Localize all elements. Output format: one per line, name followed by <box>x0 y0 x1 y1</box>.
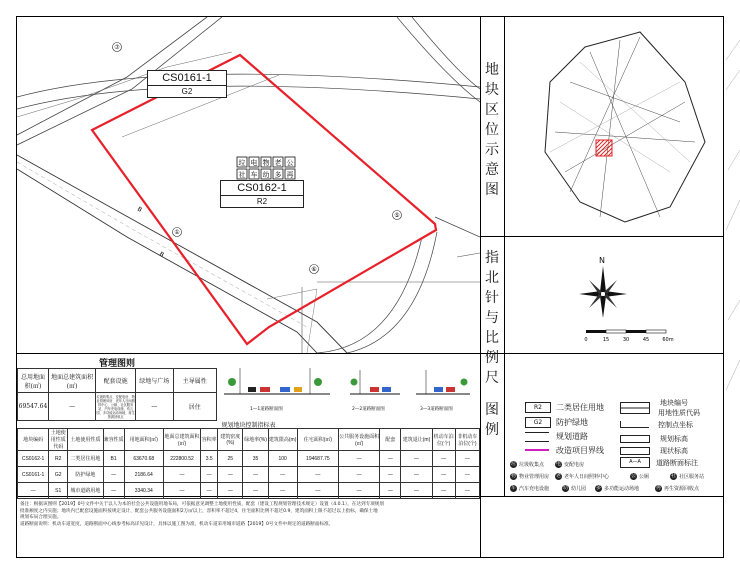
legend-swatch-control-point <box>620 421 649 428</box>
section-caption: 3—3道路断面图 <box>420 407 453 412</box>
road-marker-label: ① <box>174 229 180 236</box>
charging-icon: 车 <box>510 485 516 491</box>
north-arrow-icon <box>575 266 635 328</box>
ctl-header: 土地使用性质 <box>68 429 103 451</box>
ctl-header: 建筑限高(m) <box>268 429 297 451</box>
mgmt-value: 69547.64 <box>18 393 49 421</box>
scale-bar <box>580 328 720 346</box>
ctl-cell: — <box>380 483 401 499</box>
ctl-cell: — <box>455 483 479 499</box>
panel-divider <box>481 236 724 237</box>
ctl-header: 容积率 <box>201 429 218 451</box>
facility-community-icon: 社 <box>238 171 246 179</box>
ctl-cell: — <box>268 467 297 483</box>
facility-property-icon: 物 <box>262 159 270 167</box>
ctl-cell: 3340.34 <box>124 483 163 499</box>
legend-label: 地块编号 <box>660 399 688 407</box>
binding-margin <box>724 0 740 574</box>
ctl-cell: — <box>201 483 218 499</box>
road-section-1 <box>224 368 330 394</box>
ctl-cell: CS0162-1 <box>18 451 49 467</box>
legend-poi: 幼 幼儿园 <box>562 485 587 492</box>
legend-label: 用地性质代码 <box>658 409 700 417</box>
toilet-icon: 公 <box>630 473 636 479</box>
ctl-cell: — <box>297 483 338 499</box>
elderly-icon: 老 <box>555 473 561 479</box>
ctl-cell: — <box>268 483 297 499</box>
legend-label: 道路断面标注 <box>656 459 698 467</box>
legend-swatch-planned-elevation <box>620 435 650 443</box>
panel-divider <box>17 353 724 354</box>
ctl-cell: — <box>339 467 380 483</box>
ctl-cell: — <box>432 467 455 483</box>
ctl-cell: — <box>218 467 243 483</box>
mgmt-header: 地面总建筑面积(㎡) <box>48 369 95 393</box>
legend-label: 规划道路 <box>556 432 588 441</box>
legend-label: 规划标高 <box>660 435 688 443</box>
legend-label: 防护绿地 <box>556 418 588 427</box>
ctl-header: 住宅面积(㎡) <box>297 429 338 451</box>
facility-waste-icon: 垃 <box>238 159 246 167</box>
ctl-cell: — <box>18 483 49 499</box>
scale-tick: 30 <box>622 337 630 343</box>
ctl-cell: 2186.64 <box>124 467 163 483</box>
ctl-cell: CS0161-1 <box>18 467 49 483</box>
parcel-use-code: R2 <box>256 197 268 206</box>
legend-poi: 垃 垃圾收集点 <box>510 461 545 468</box>
ctl-cell: 城市道路用地 <box>68 483 103 499</box>
ctl-header: 绿地率(%) <box>243 429 268 451</box>
ctl-cell: 3.5 <box>201 451 218 467</box>
legend-swatch-r2: R2 <box>525 402 551 413</box>
ctl-cell: 25 <box>218 451 243 467</box>
facility-elderly-icon: 老 <box>274 159 282 167</box>
legend-poi: 再 再生资源回收点 <box>655 485 700 492</box>
ctl-cell: — <box>401 467 432 483</box>
note-line: 备注：根据该图则【2019】0号文件中关于以人为本的社会公共设施用地布局，可依据意见调整土地使用性质，配套（建设工程规划管理技术规定）设置（4.0.1），在达到专项规划 <box>20 502 384 507</box>
section-caption: 2—2道路断面图 <box>352 407 385 412</box>
legend-label: 现状标高 <box>660 447 688 455</box>
parcel-code: CS0161-1 <box>148 71 226 86</box>
legend-swatch-boundary <box>525 449 549 451</box>
ctl-cell: 194687.75 <box>297 451 338 467</box>
ctl-cell: — <box>163 483 200 499</box>
facility-recycle-icon: 再 <box>286 171 294 179</box>
facility-sports-icon: 多 <box>274 171 282 179</box>
ctl-header: 地块编码 <box>18 429 49 451</box>
ctl-cell: 二类居住用地 <box>68 451 103 467</box>
notes <box>20 502 478 528</box>
mgmt-header: 绿地与广场 <box>135 369 173 393</box>
ctl-cell: 222800.52 <box>163 451 200 467</box>
legend-swatch-parcel-id <box>620 402 650 414</box>
mgmt-header: 主导属性 <box>173 369 216 393</box>
ctl-cell: — <box>103 483 124 499</box>
legend-poi: 社 社区服务站 <box>670 473 705 480</box>
ctl-header: 建筑密度(%) <box>218 429 243 451</box>
recycle-icon: 再 <box>655 485 661 491</box>
control-table <box>17 428 480 499</box>
ctl-cell: — <box>201 467 218 483</box>
legend-label: 改造项目界线 <box>556 446 604 455</box>
legend-swatch-current-elevation <box>620 447 650 455</box>
legend-poi: 老 老年人日间照料中心 <box>555 473 610 480</box>
ctl-header: 非机动车泊位(个) <box>455 429 479 451</box>
location-map <box>510 22 720 232</box>
road-marker-label: ⑤ <box>394 212 400 219</box>
mgmt-header: 配套设施 <box>96 369 136 393</box>
ctl-header: 机动车泊位(个) <box>432 429 455 451</box>
location-title: 地块区位示意图 <box>485 62 499 198</box>
road-marker-label: ⑦ <box>114 44 120 51</box>
scale-tick: 45 <box>642 337 650 343</box>
mgmt-value: — <box>48 393 95 421</box>
ctl-cell: 63670.68 <box>124 451 163 467</box>
note-line: 批准额度之内实施；地块内已配套设施面积按规定设计，配套公共服务设施面积2万㎡以上，容积率不超过4，住宅面积比例不超过0.9，建筑面积上限不超过以上指标，确保土地 <box>20 508 378 514</box>
facility-charging-icon: 车 <box>250 171 258 179</box>
panel-divider <box>504 17 505 353</box>
ctl-cell: — <box>243 483 268 499</box>
legend-poi: 公 公厕 <box>630 473 650 480</box>
compass-title: 指北针与比例尺 <box>485 250 499 386</box>
ctl-cell: — <box>243 467 268 483</box>
ctl-cell: — <box>380 467 401 483</box>
ctl-cell: — <box>380 451 401 467</box>
site-map <box>17 17 480 353</box>
ctl-cell: G2 <box>49 467 68 483</box>
ctl-cell: 35 <box>243 451 268 467</box>
road-marker-label: ⑥ <box>311 266 317 273</box>
ctl-header: 配套 <box>380 429 401 451</box>
section-cut-mark: B <box>136 205 144 214</box>
ctl-header: 用地面积(㎡) <box>124 429 163 451</box>
ctl-cell: — <box>163 467 200 483</box>
mgmt-facility-note: 垃圾收集点、变配电房、物业管理用房、老年人日间照料中心、公厕、社区服务站、汽车充电设施、幼儿园、多功能运动场地、再生资源回收点 <box>96 394 135 419</box>
ctl-cell: — <box>432 451 455 467</box>
legend-poi: 多 多功能运动场地 <box>595 485 640 492</box>
kindergarten-icon: 幼 <box>562 485 568 491</box>
ctl-cell: B1 <box>103 451 124 467</box>
property-icon: 物 <box>510 473 516 479</box>
legend-swatch-road <box>525 432 549 442</box>
ctl-header: 公共服务设施面积(㎡) <box>339 429 380 451</box>
legend-swatch-section: A—A <box>620 457 650 468</box>
legend-swatch-g2: G2 <box>525 417 551 428</box>
power-icon: 电 <box>555 461 561 467</box>
ctl-header: 地面总建筑面积(㎡) <box>163 429 200 451</box>
scale-tick: 60m <box>662 337 674 343</box>
control-title: 规划地块控制指标表 <box>221 422 276 429</box>
scale-tick: 0 <box>584 337 588 343</box>
ctl-cell: — <box>401 451 432 467</box>
panel-divider <box>504 354 505 496</box>
note-line: 规划布局合理实施。 <box>20 515 62 520</box>
legend-label: 控制点坐标 <box>658 421 693 429</box>
ctl-cell: — <box>339 451 380 467</box>
ctl-cell: — <box>432 483 455 499</box>
legend-poi: 电 变配电房 <box>555 461 585 468</box>
ctl-cell: — <box>218 483 243 499</box>
facility-kindergarten-icon: 幼 <box>262 171 270 179</box>
sports-icon: 多 <box>595 485 601 491</box>
ctl-cell: S1 <box>49 483 68 499</box>
ctl-cell: — <box>339 483 380 499</box>
legend-title: 图例 <box>485 402 499 438</box>
ctl-header: 土地使用性质代码 <box>49 429 68 451</box>
parcel-label-cs0162-1 <box>220 180 304 208</box>
section-cut-mark: B <box>158 250 166 259</box>
mgmt-value: 居住 <box>173 393 216 421</box>
ctl-cell: — <box>455 467 479 483</box>
parcel-label-cs0161-1 <box>147 70 227 98</box>
management-title: 管理图则 <box>98 359 135 369</box>
road-section-3 <box>416 370 470 394</box>
ctl-header: 建筑退让(m) <box>401 429 432 451</box>
facility-toilet-icon: 公 <box>286 159 294 167</box>
ctl-cell: 100 <box>268 451 297 467</box>
panel-divider <box>480 17 481 557</box>
ctl-cell: — <box>297 467 338 483</box>
management-table <box>17 368 217 421</box>
parcel-code: CS0162-1 <box>221 181 303 196</box>
mgmt-header: 总用地面积(㎡) <box>18 369 49 393</box>
north-label: N <box>599 256 605 265</box>
section-caption: 1—1道路断面图 <box>250 407 283 412</box>
ctl-cell: — <box>401 483 432 499</box>
ctl-header: 兼容性质 <box>103 429 124 451</box>
road-section-2 <box>350 370 400 394</box>
scale-tick: 15 <box>602 337 610 343</box>
parcel-use-code: G2 <box>181 87 193 96</box>
waste-icon: 垃 <box>510 461 516 467</box>
mgmt-value: — <box>135 393 173 421</box>
facility-power-icon: 电 <box>250 159 258 167</box>
ctl-cell: 防护绿地 <box>68 467 103 483</box>
ctl-cell: — <box>455 451 479 467</box>
legend-poi: 车 汽车充电设施 <box>510 485 550 492</box>
legend-label: 二类居住用地 <box>556 403 604 412</box>
legend-poi: 物 物业管理用房 <box>510 473 550 480</box>
note-line: 道路断面说明：机动车道宽度，道路断面中心线参考标高详见设计，具体以施工图为准，机动车道采用城市道路【2019】0号文件中规定的道路断面标准。 <box>20 521 334 527</box>
community-icon: 社 <box>670 473 676 479</box>
ctl-cell: — <box>103 467 124 483</box>
ctl-cell: R2 <box>49 451 68 467</box>
